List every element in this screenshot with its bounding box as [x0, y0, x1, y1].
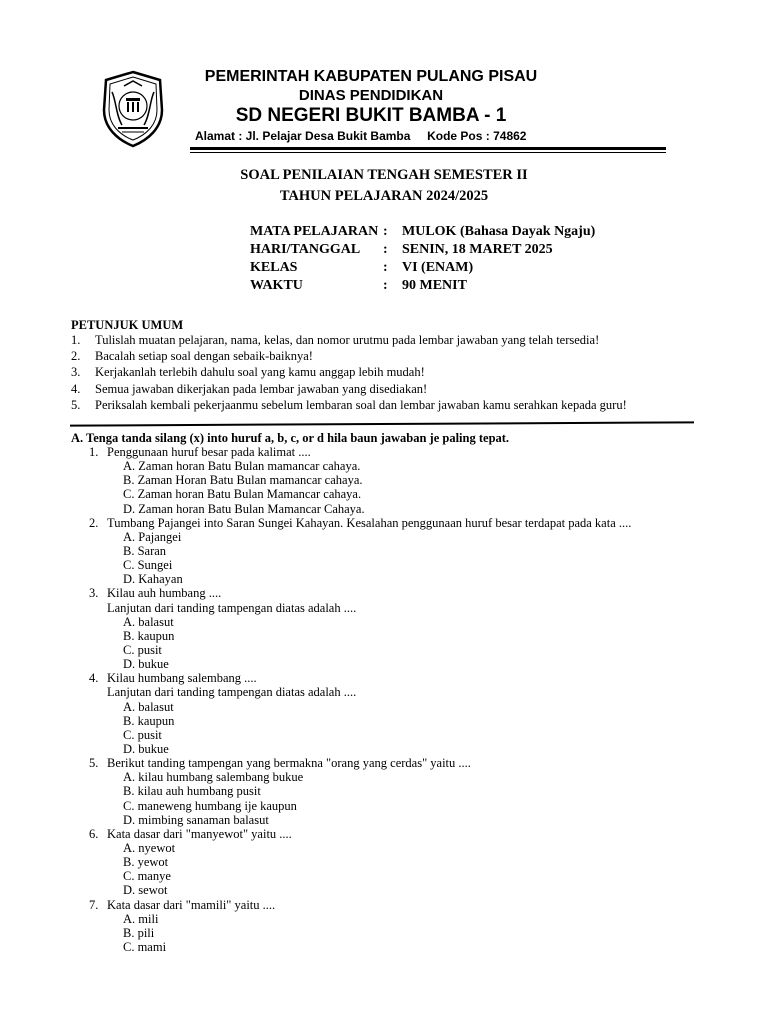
answer-option: B. kaupun	[123, 628, 175, 643]
info-label: MATA PELAJARAN	[250, 224, 379, 239]
info-label: WAKTU	[250, 278, 303, 293]
item-number: 1.	[71, 333, 81, 347]
question-number: 2.	[89, 515, 99, 530]
answer-option: A. mili	[123, 911, 159, 926]
answer-option: B. kaupun	[123, 713, 175, 728]
info-label: HARI/TANGGAL	[250, 242, 361, 257]
question-subtext: Lanjutan dari tanding tampengan diatas adalah ....	[107, 600, 357, 615]
question-subtext: Lanjutan dari tanding tampengan diatas adalah ....	[107, 685, 357, 700]
item-number: 5.	[71, 397, 81, 412]
info-colon: :	[383, 260, 388, 275]
question-text: Kilau humbang salembang ....	[107, 671, 257, 686]
answer-option: C. pusit	[123, 642, 162, 657]
section-divider	[70, 421, 694, 426]
item-text: Periksalah kembali pekerjaanmu sebelum lembaran soal dan lembar jawaban kamu serahkan kepada guru!	[95, 397, 627, 412]
regency-emblem-icon	[100, 70, 166, 148]
item-text: Tulislah muatan pelajaran, nama, kelas, dan nomor urutmu pada lembar jawaban yang telah tersedia!	[95, 333, 600, 347]
answer-option: C. maneweng humbang ije kaupun	[123, 798, 297, 813]
answer-option: C. mami	[123, 939, 167, 954]
info-value: MULOK (Bahasa Dayak Ngaju)	[402, 224, 596, 239]
header-rule-thick	[190, 147, 666, 150]
question-number: 3.	[89, 586, 99, 601]
answer-option: C. Sungei	[123, 558, 173, 573]
item-number: 2.	[71, 349, 81, 364]
answer-option: B. yewot	[123, 855, 169, 870]
exam-year: TAHUN PELAJARAN 2024/2025	[279, 188, 489, 204]
answer-option: A. balasut	[123, 699, 174, 714]
answer-option: A. Pajangei	[123, 529, 182, 544]
question-text: Penggunaan huruf besar pada kalimat ....	[107, 445, 311, 459]
answer-option: A. nyewot	[123, 840, 176, 855]
answer-option: A. kilau humbang salembang bukue	[123, 770, 304, 785]
answer-option: D. Zaman horan Batu Bulan Mamancar Cahaya.	[123, 501, 365, 516]
item-text: Kerjakanlah terlebih dahulu soal yang kamu anggap lebih mudah!	[95, 365, 425, 380]
answer-option: A. Zaman horan Batu Bulan mamancar cahaya.	[123, 459, 361, 474]
answer-option: C. manye	[123, 869, 171, 884]
answer-option: D. mimbing sanaman balasut	[123, 812, 269, 827]
question-text: Kata dasar dari "manyewot" yaitu ....	[107, 826, 292, 841]
info-label: KELAS	[250, 260, 298, 275]
info-colon: :	[383, 242, 388, 257]
info-value: VI (ENAM)	[402, 260, 474, 275]
question-number: 6.	[89, 826, 99, 841]
question-text: Kata dasar dari "mamili" yaitu ....	[107, 897, 276, 912]
answer-option: D. bukue	[123, 741, 169, 756]
header-department: DINAS PENDIDIKAN	[298, 87, 444, 104]
header-address: Alamat : Jl. Pelajar Desa Bukit Bamba Kode Pos : 74862	[195, 129, 527, 143]
item-text: Bacalah setiap soal dengan sebaik-baiknya!	[95, 349, 313, 364]
info-value: 90 MENIT	[402, 278, 467, 293]
instructions-title: PETUNJUK UMUM	[71, 318, 184, 332]
answer-option: C. pusit	[123, 727, 162, 742]
item-number: 3.	[71, 365, 81, 380]
answer-option: B. Zaman Horan Batu Bulan mamancar cahaya.	[123, 473, 363, 488]
info-value: SENIN, 18 MARET 2025	[402, 242, 553, 257]
exam-title: SOAL PENILAIAN TENGAH SEMESTER II	[240, 167, 528, 183]
item-text: Semua jawaban dikerjakan pada lembar jawaban yang disediakan!	[95, 381, 428, 396]
question-text: Tumbang Pajangei into Saran Sungei Kahayan. Kesalahan penggunaan huruf besar terdapat pada kata ....	[107, 515, 632, 530]
answer-option: B. kilau auh humbang pusit	[123, 784, 261, 799]
question-text: Kilau auh humbang ....	[107, 586, 222, 601]
question-number: 1.	[89, 445, 99, 459]
question-number: 5.	[89, 756, 99, 771]
question-number: 4.	[89, 671, 99, 686]
question-text: Berikut tanding tampengan yang bermakna "orang yang cerdas" yaitu ....	[107, 756, 471, 771]
answer-option: D. sewot	[123, 883, 168, 898]
header-rule-thin	[190, 152, 666, 153]
section-a-heading: A. Tenga tanda silang (x) into huruf a, b, c, or d hila baun jawaban je paling tepat.	[71, 431, 510, 445]
item-number: 4.	[71, 381, 81, 396]
header-government: PEMERINTAH KABUPATEN PULANG PISAU	[204, 68, 538, 85]
answer-option: D. bukue	[123, 657, 169, 672]
answer-option: C. Zaman horan Batu Bulan Mamancar cahaya.	[123, 487, 362, 502]
answer-option: B. Saran	[123, 543, 167, 558]
question-number: 7.	[89, 897, 99, 912]
header-school-name: SD NEGERI BUKIT BAMBA - 1	[235, 105, 507, 126]
info-colon: :	[383, 224, 388, 239]
answer-option: A. balasut	[123, 614, 174, 629]
answer-option: D. Kahayan	[123, 572, 183, 587]
answer-option: B. pili	[123, 925, 155, 940]
info-colon: :	[383, 278, 388, 293]
